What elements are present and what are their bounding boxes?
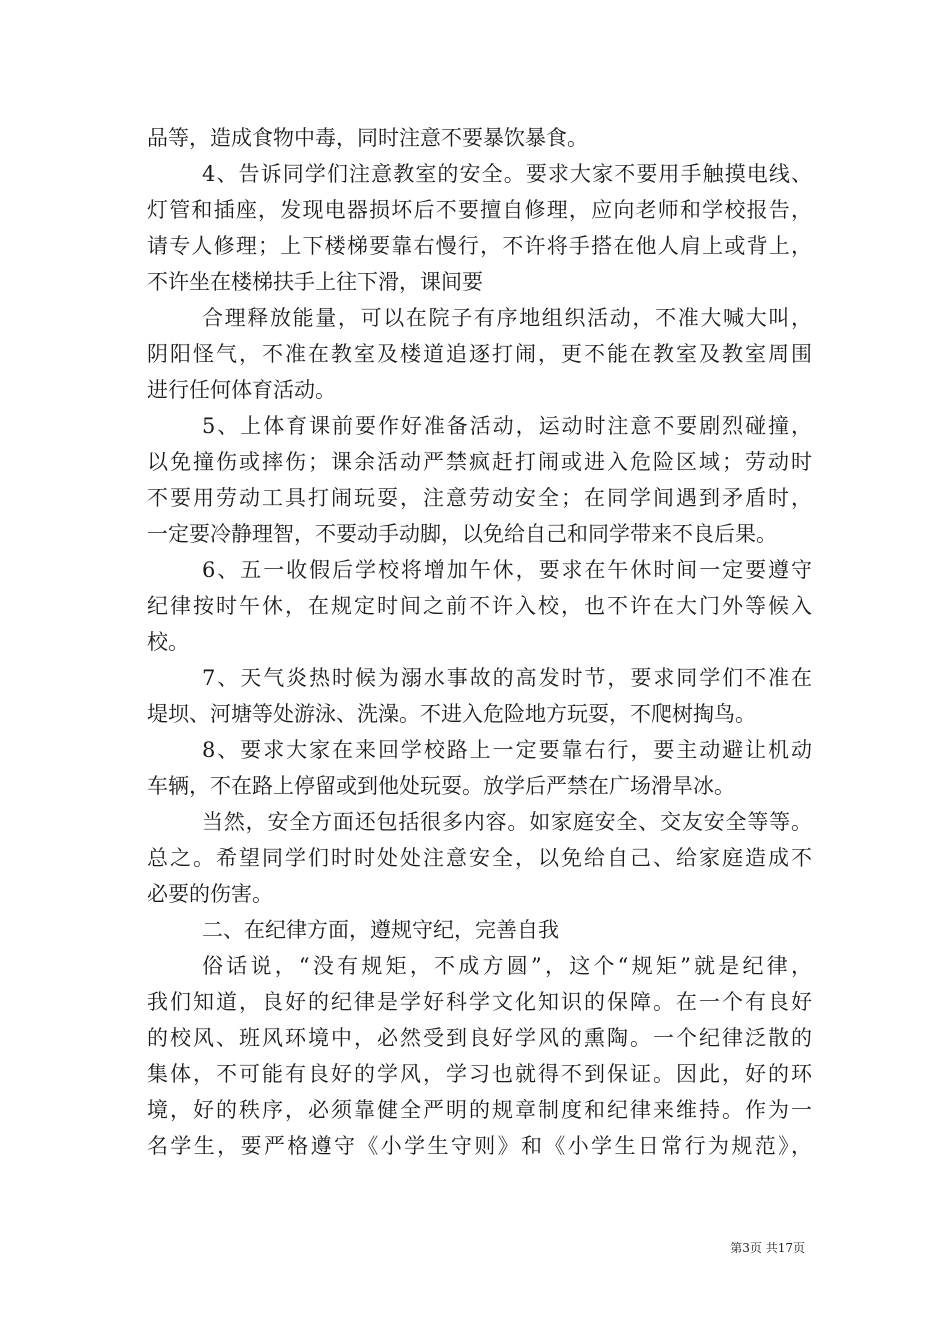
text-line: 车辆，不在路上停留或到他处玩耍。放学后严禁在广场滑旱冰。	[147, 774, 735, 798]
text-line: 阴阳怪气，不准在教室及楼道追逐打闹，更不能在教室及教室周围	[147, 342, 812, 366]
text-line: 进行任何体育活动。	[147, 378, 336, 402]
text-line: 请专人修理；上下楼梯要靠右慢行，不许将手搭在他人肩上或背上，	[147, 234, 812, 258]
text-line: 堤坝、河塘等处游泳、洗澡。不进入危险地方玩耍，不爬树掏鸟。	[147, 702, 756, 726]
text-line: 灯管和插座，发现电器损坏后不要擅自修理，应向老师和学校报告，	[147, 198, 812, 222]
footer-prefix: 第	[730, 1241, 743, 1255]
text-line: 总之。希望同学们时时处处注意安全，以免给自己、给家庭造成不	[147, 846, 812, 870]
text-line: 校。	[147, 630, 189, 654]
text-line: 一定要冷静理智，不要动手动脚，以免给自己和同学带来不良后果。	[147, 522, 777, 546]
text-line: 当然，安全方面还包括很多内容。如家庭安全、交友安全等等。	[202, 810, 812, 834]
footer-current-page: 3	[742, 1241, 750, 1255]
footer-suffix: 页	[792, 1241, 805, 1255]
document-body	[147, 120, 812, 1164]
text-line: 俗话说，“没有规矩，不成方圆”，这个“规矩”就是纪律，	[202, 954, 812, 978]
footer-total-pages: 17	[777, 1241, 793, 1255]
text-line: 名学生，要严格遵守《小学生守则》和《小学生日常行为规范》，	[147, 1134, 812, 1158]
text-line: 7、天气炎热时候为溺水事故的高发时节，要求同学们不准在	[202, 666, 812, 690]
text-line: 8、要求大家在来回学校路上一定要靠右行，要主动避让机动	[202, 738, 812, 762]
text-line: 的校风、班风环境中，必然受到良好学风的熏陶。一个纪律泛散的	[147, 1026, 812, 1050]
text-line: 5、上体育课前要作好准备活动，运动时注意不要剧烈碰撞，	[202, 414, 812, 438]
text-line: 以免撞伤或摔伤；课余活动严禁疯赶打闹或进入危险区域；劳动时	[147, 450, 812, 474]
text-line: 境，好的秩序，必须靠健全严明的规章制度和纪律来维持。作为一	[147, 1098, 812, 1122]
text-line: 合理释放能量，可以在院子有序地组织活动，不准大喊大叫，	[202, 306, 812, 330]
text-line: 集体，不可能有良好的学风，学习也就得不到保证。因此，好的环	[147, 1062, 812, 1086]
footer-middle: 页 共	[749, 1241, 778, 1255]
text-line: 必要的伤害。	[147, 882, 273, 906]
text-line: 6、五一收假后学校将增加午休，要求在午休时间一定要遵守	[202, 558, 812, 582]
text-line: 品等，造成食物中毒，同时注意不要暴饮暴食。	[147, 126, 588, 150]
text-line: 我们知道，良好的纪律是学好科学文化知识的保障。在一个有良好	[147, 990, 812, 1014]
text-line: 纪律按时午休，在规定时间之前不许入校，也不许在大门外等候入	[147, 594, 812, 618]
text-line: 不要用劳动工具打闹玩耍，注意劳动安全；在同学间遇到矛盾时，	[147, 486, 812, 510]
text-line: 4、告诉同学们注意教室的安全。要求大家不要用手触摸电线、	[202, 162, 812, 186]
text-line: 二、在纪律方面，遵规守纪，完善自我	[202, 918, 559, 942]
text-line: 不许坐在楼梯扶手上往下滑，课间要	[147, 270, 483, 294]
page-footer	[0, 1240, 950, 1256]
